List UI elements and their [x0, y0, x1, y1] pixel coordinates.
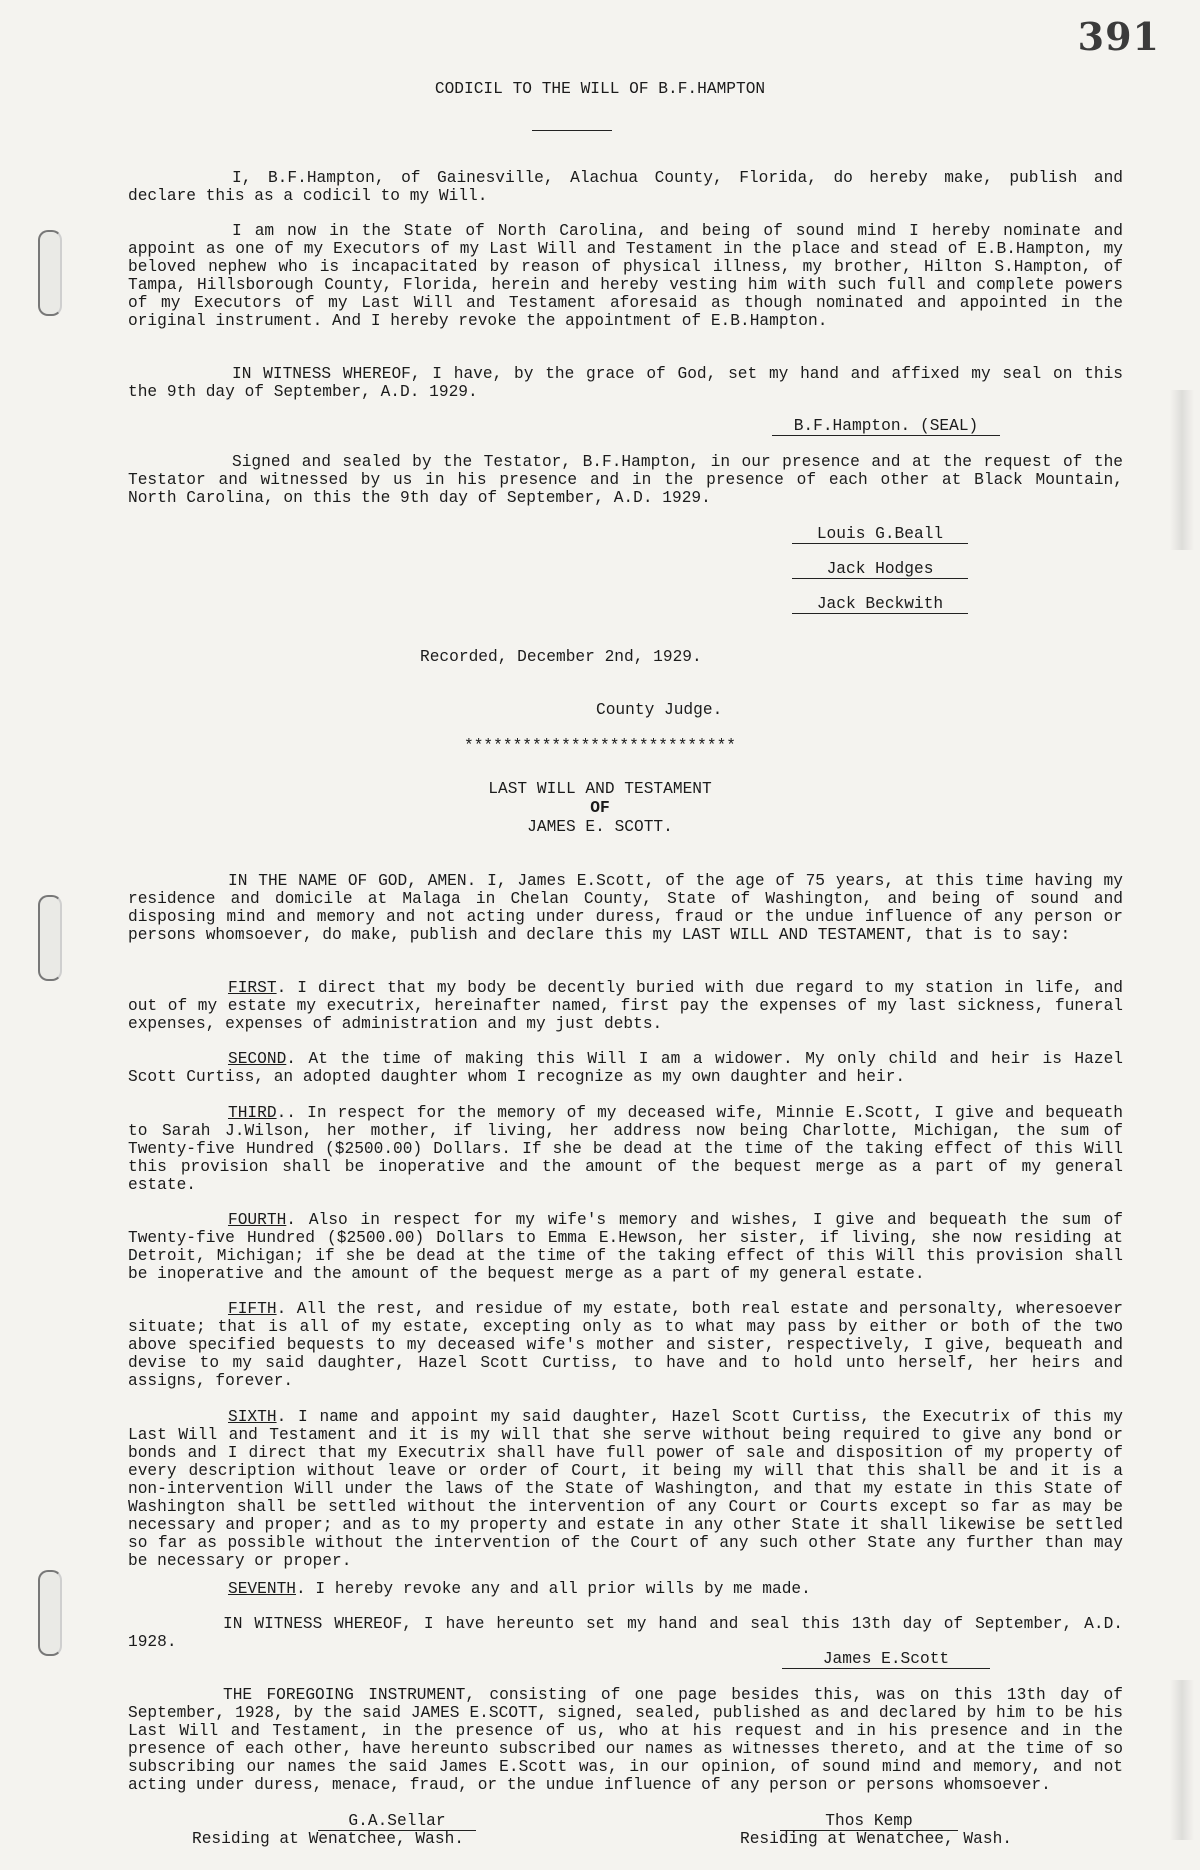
- codicil-title: CODICIL TO THE WILL OF B.F.HAMPTON: [434, 80, 766, 98]
- witness-signature: Jack Hodges: [792, 560, 968, 579]
- article-label: SECOND: [228, 1050, 287, 1068]
- testator-signature: B.F.Hampton. (SEAL): [772, 417, 1000, 436]
- article-label: FIFTH: [228, 1300, 277, 1318]
- page-edge-shadow: [1170, 1680, 1194, 1840]
- article-label: FOURTH: [228, 1211, 287, 1229]
- article-text: . Also in respect for my wife's memory and wishes, I give and bequeath the sum of Twenty-five Hundred ($2500.00) Dollars to Emma E.Hewson, her sister, if living, she now residing at Detroit, Michigan; if she be dead at the time of the taking effect of this Will this provision shall be inoperative and the amount of the bequest merge as a part of my general estate.: [128, 1211, 1123, 1283]
- article-text: . I direct that my body be decently buried with due regard to my station in life, and out of my estate my executrix, hereinafter named, first pay the expenses of my last sickness, funeral expenses, expenses of administration and my just debts.: [128, 979, 1123, 1033]
- article-seventh: [128, 1580, 1123, 1598]
- codicil-paragraph-2: I am now in the State of North Carolina, and being of sound mind I hereby nominate and appoint as one of my Executors of my Last Will and Testament in the place and stead of E.B.Hampton, my beloved nephew who is incapacitated by reason of physical illness, my brother, Hilton S.Hampton, of Tampa, Hillsborough County, Florida, herein and hereby vesting him with such full and complete powers of my Executors of my Last Will and Testament aforesaid as though nominated and appointed in the original instrument. And I hereby revoke the appointment of E.B.Hampton.: [128, 222, 1123, 330]
- article-second: [128, 1050, 1123, 1086]
- article-fourth: [128, 1211, 1123, 1283]
- article-label: THIRD: [228, 1104, 277, 1122]
- binder-hole: [38, 1570, 62, 1656]
- will-title-of: OF: [590, 799, 610, 817]
- page-edge-shadow: [1170, 390, 1194, 550]
- article-label: SIXTH: [228, 1408, 277, 1426]
- article-text: . All the rest, and residue of my estate, both real estate and personalty, wheresoever situate; that is all of my estate, excepting only as to what may pass by either or both of the two above specified bequests to my deceased wife's mother and sister, respectively, I give, bequeath and devise to my said daughter, Hazel Scott Curtiss, to have and to hold unto herself, her heirs and assigns, forever.: [128, 1300, 1123, 1390]
- codicil-paragraph-3: IN WITNESS WHEREOF, I have, by the grace of God, set my hand and affixed my seal on this the 9th day of September, A.D. 1929.: [128, 365, 1123, 401]
- will-introduction: IN THE NAME OF GOD, AMEN. I, James E.Scott, of the age of 75 years, at this time having my residence and domicile at Malaga in Chelan County, State of Washington, and being of sound and disposing mind and memory and not acting under duress, fraud or the undue influence of any person or persons whomsoever, do make, publish and declare this my LAST WILL AND TESTAMENT, that is to say:: [128, 872, 1123, 944]
- witness-residence: Residing at Wenatchee, Wash.: [740, 1830, 1012, 1848]
- article-first: [128, 979, 1123, 1033]
- will-title-name: JAMES E. SCOTT.: [527, 818, 673, 836]
- witness-residence: Residing at Wenatchee, Wash.: [192, 1830, 464, 1848]
- article-third: [128, 1104, 1123, 1194]
- article-sixth: [128, 1408, 1123, 1570]
- will-witness-clause: IN WITNESS WHEREOF, I have hereunto set my hand and seal this 13th day of September, A.D. 1928.: [128, 1615, 1123, 1651]
- article-label: SEVENTH: [228, 1580, 296, 1598]
- testator-signature: James E.Scott: [782, 1650, 990, 1669]
- binder-hole: [38, 230, 62, 316]
- title-divider: [532, 130, 612, 131]
- article-label: FIRST: [228, 979, 277, 997]
- witness-signature: Jack Beckwith: [792, 595, 968, 614]
- codicil-paragraph-1: I, B.F.Hampton, of Gainesville, Alachua County, Florida, do hereby make, publish and declare this as a codicil to my Will.: [128, 169, 1123, 205]
- binder-hole: [38, 895, 62, 981]
- article-text: . At the time of making this Will I am a widower. My only child and heir is Hazel Scott Curtiss, an adopted daughter whom I recognize as my own daughter and heir.: [128, 1050, 1123, 1086]
- page-number: 391: [1077, 14, 1160, 59]
- witness-signature: Louis G.Beall: [792, 525, 968, 544]
- county-judge-label: County Judge.: [596, 701, 723, 719]
- witness-signature: G.A.Sellar: [318, 1812, 476, 1831]
- article-text: . I name and appoint my said daughter, Hazel Scott Curtiss, the Executrix of this my Last Will and Testament and it is my will that she serve without being required to give any bond or bonds and I direct that my Executrix shall have full power of sale and disposition of my property of every description without leave or order of Court, it being my will that this shall be and it is a non-intervention Will under the laws of the State of Washington, and that my estate in this State of Washington shall be settled without the intervention of any Court or Courts except so far as may be necessary and proper; and as to my property and estate in any other State it shall likewise be settled so far as possible without the intervention of the Court of any such other State any further than may be necessary or proper.: [128, 1408, 1123, 1570]
- article-text: .. In respect for the memory of my deceased wife, Minnie E.Scott, I give and bequeath to Sarah J.Wilson, her mother, if living, her address now being Charlotte, Michigan, the sum of Twenty-five Hundred ($2500.00) Dollars. If she be dead at the time of the taking effect of this Will this provision shall be inoperative and the amount of the bequest merge as a part of my general estate.: [128, 1104, 1123, 1194]
- codicil-paragraph-4: Signed and sealed by the Testator, B.F.Hampton, in our presence and at the request of the Testator and witnessed by us in his presence and in the presence of each other at Black Mountain, North Carolina, on this the 9th day of September, A.D. 1929.: [128, 453, 1123, 507]
- article-fifth: [128, 1300, 1123, 1390]
- witness-signature: Thos Kemp: [780, 1812, 958, 1831]
- recorded-date: Recorded, December 2nd, 1929.: [420, 648, 702, 666]
- will-title: LAST WILL AND TESTAMENT: [488, 780, 712, 798]
- article-text: . I hereby revoke any and all prior wills by me made.: [296, 1580, 811, 1598]
- section-separator: ****************************: [464, 737, 736, 755]
- attestation-clause: THE FOREGOING INSTRUMENT, consisting of one page besides this, was on this 13th day of September, 1928, by the said JAMES E.SCOTT, signed, sealed, published as and declared by him to be his Last Will and Testament, in the presence of us, who at his request and in his presence and in the presence of each other, have hereunto subscribed our names as witnesses thereto, and at the time of so subscribing our names the said James E.Scott was, in our opinion, of sound mind and memory, and not acting under duress, menace, fraud, or the undue influence of any person or persons whomsoever.: [128, 1686, 1123, 1794]
